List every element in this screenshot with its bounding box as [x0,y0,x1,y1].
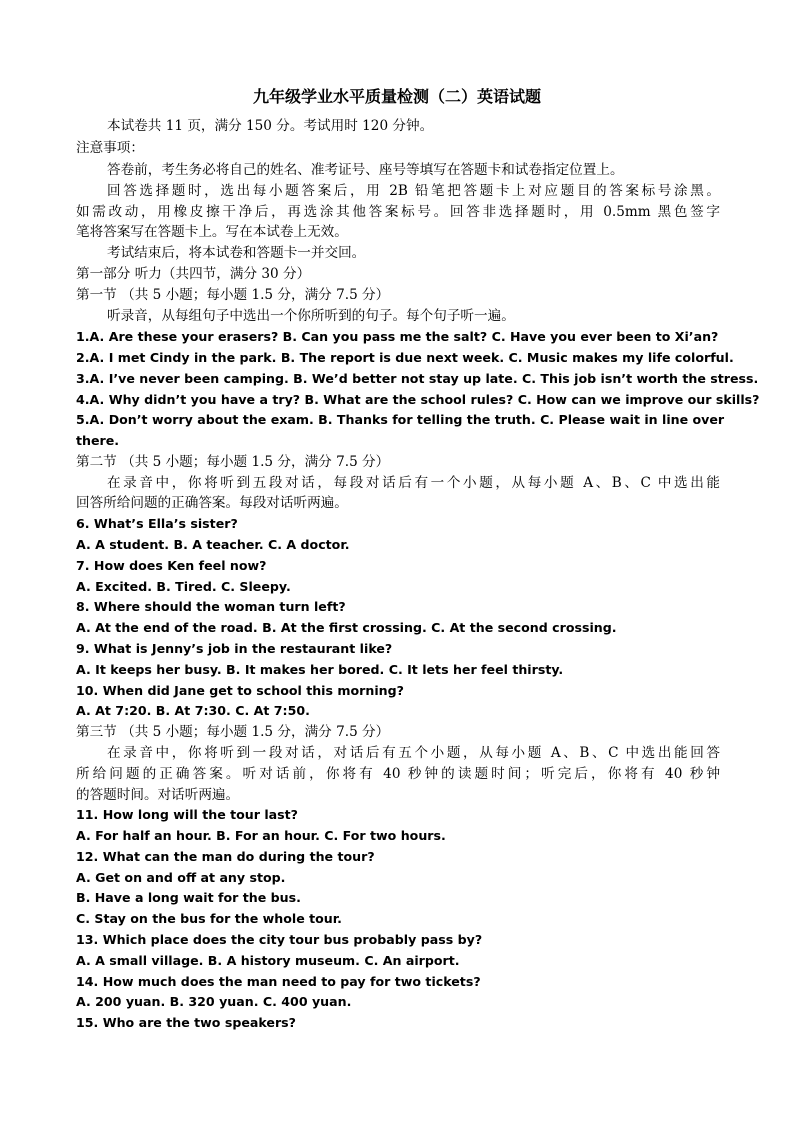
question-6: 6. What’s Ella’s sister? [76,516,238,531]
question-12-option-c: C. Stay on the bus for the whole tour. [76,911,342,926]
section-3-instructions-cont-2: 的答题时间。对话听两遍。 [76,787,240,803]
question-12-option-a: A. Get on and off at any stop. [76,870,286,885]
question-5-cont: there. [76,433,120,448]
question-13-options: A. A small village. B. A history museum. C. An airport. [76,953,460,968]
question-2: 2.A. I met Cindy in the park. B. The report is due next week. C. Music makes my life colorful. [76,350,734,365]
section-3-instructions: 在录音中，你将听到一段对话，对话后有五个小题，从每小题 A、B、C 中选出能回答 [107,745,720,761]
note-3: 考试结束后，将本试卷和答题卡一并交回。 [107,245,366,261]
section-2-heading: 第二节 （共 5 小题；每小题 1.5 分，满分 7.5 分） [76,454,390,470]
question-9: 9. What is Jenny’s job in the restaurant like? [76,641,393,656]
note-1: 答卷前，考生务必将自己的姓名、准考证号、座号等填写在答题卡和试卷指定位置上。 [107,162,624,178]
exam-info: 本试卷共 11 页，满分 150 分。考试用时 120 分钟。 [107,118,434,134]
section-2-instructions-cont: 回答所给问题的正确答案。每段对话听两遍。 [76,495,348,511]
question-13: 13. Which place does the city tour bus probably pass by? [76,932,483,947]
question-15: 15. Who are the two speakers? [76,1015,296,1030]
page-title: 九年级学业水平质量检测（二）英语试题 [252,87,541,106]
note-2-cont-2: 笔将答案写在答题卡上。写在本试卷上无效。 [76,224,348,240]
question-7: 7. How does Ken feel now? [76,558,267,573]
section-3-instructions-cont-1: 所给问题的正确答案。听对话前，你将有 40 秒钟的读题时间；听完后，你将有 40 秒钟 [76,766,720,782]
question-1: 1.A. Are these your erasers? B. Can you pass me the salt? C. Have you ever been to Xi’an? [76,329,719,344]
question-14: 14. How much does the man need to pay for two tickets? [76,974,481,989]
question-10: 10. When did Jane get to school this morning? [76,683,404,698]
question-11: 11. How long will the tour last? [76,807,298,822]
question-3: 3.A. I’ve never been camping. B. We’d better not stay up late. C. This job isn’t worth the stress. [76,371,759,386]
question-7-options: A. Excited. B. Tired. C. Sleepy. [76,579,291,594]
section-1-heading: 第一节 （共 5 小题；每小题 1.5 分，满分 7.5 分） [76,287,390,303]
section-3-heading: 第三节 （共 5 小题；每小题 1.5 分，满分 7.5 分） [76,724,390,740]
note-2-cont-1: 如需改动，用橡皮擦干净后，再选涂其他答案标号。回答非选择题时，用 0.5mm 黑色签字 [76,204,720,220]
question-6-options: A. A student. B. A teacher. C. A doctor. [76,537,350,552]
question-4: 4.A. Why didn’t you have a try? B. What are the school rules? C. How can we improve our skills? [76,392,760,407]
note-2: 回答选择题时，选出每小题答案后，用 2B 铅笔把答题卡上对应题目的答案标号涂黑。 [107,183,720,199]
section-1-instructions: 听录音，从每组句子中选出一个你所听到的句子。每个句子听一遍。 [107,308,515,324]
question-12: 12. What can the man do during the tour? [76,849,375,864]
question-10-options: A. At 7:20. B. At 7:30. C. At 7:50. [76,703,310,718]
part-1-heading: 第一部分 听力（共四节，满分 30 分） [76,266,311,282]
section-2-instructions: 在录音中，你将听到五段对话，每段对话后有一个小题，从每小题 A、B、C 中选出能 [107,475,720,491]
question-5: 5.A. Don’t worry about the exam. B. Thanks for telling the truth. C. Please wait in line over [76,412,725,427]
question-9-options: A. It keeps her busy. B. It makes her bored. C. It lets her feel thirsty. [76,662,564,677]
question-8-options: A. At the end of the road. B. At the first crossing. C. At the second crossing. [76,620,617,635]
notes-heading: 注意事项： [76,140,144,156]
question-11-options: A. For half an hour. B. For an hour. C. For two hours. [76,828,446,843]
question-8: 8. Where should the woman turn left? [76,599,346,614]
question-12-option-b: B. Have a long wait for the bus. [76,890,301,905]
question-14-options: A. 200 yuan. B. 320 yuan. C. 400 yuan. [76,994,352,1009]
